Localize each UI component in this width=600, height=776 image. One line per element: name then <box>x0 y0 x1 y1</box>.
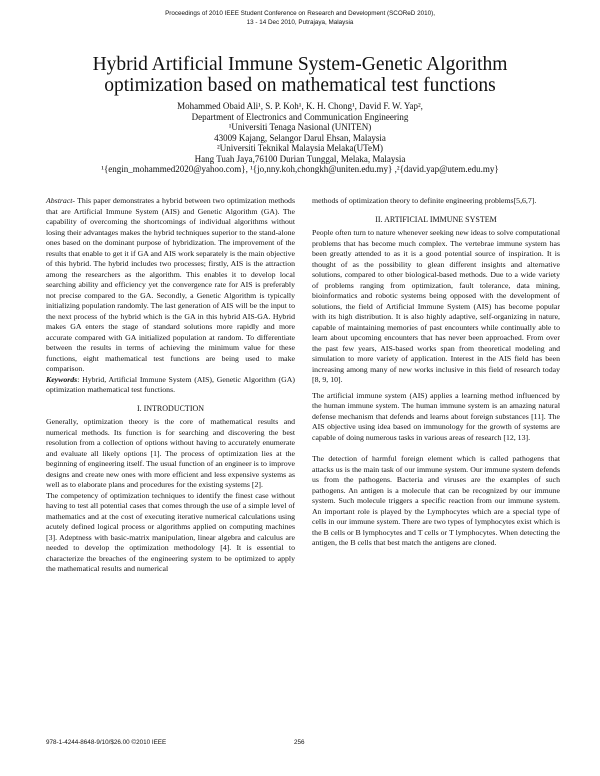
page-number: 256 <box>294 739 305 746</box>
conference-header <box>0 10 600 27</box>
author-block <box>30 101 570 175</box>
introduction-heading: I. INTRODUCTION <box>136 403 205 413</box>
paper-title <box>30 54 570 96</box>
abstract-text: This paper demonstrates a hybrid between two optimization methods that are Artificial Immune System (AIS) and Genetic Algorithm (GA). The capability of overcoming the shortcomings of individual algorithms without losing their advantages makes the hybrid techniques superior to the stand-alone ones based on the dominant purpose of hybridization. The improvement of the results that enable to get it if GA and AIS work separately is the main objective of this hybrid. The hybrid includes two processes; firstly, AIS is the attraction among the researchers as the algorithm. This enables it to develop local searching ability and efficiency yet the convergence rate for AIS is preferably not precise compared to the GA. Secondly, a Genetic Algorithm is typically initializing population randomly. The last generation of AIS will be the input to the next process of the hybrid which is the GA in this hybrid AIS-GA. Hybrid makes GA enters the stage of standard solutions more rapidly and more accurate compared with GA initialized population at random. To differentiate between the results in terms of achieving the minimum value for these functions, eight mathematical test functions are being used to make comparison. <box>46 196 295 373</box>
intro-paragraph-2: The competency of optimization techniques to identify the finest case without having to test all potential cases that comes through the use of a simple level of mathematics and at the cost of executing iterative numerical calculations using acutely defined logical process or algorithms applied on computing machines [3]. Adeptness with basic-matrix manipulation, linear algebra and calculus are needed to develop the optimization methodology [4]. It is essential to characterize the breaches of the engineering system to be optimized to apply the mathematical results and numerical <box>46 490 295 573</box>
intro-continuation: methods of optimization theory to definite engineering problems[5,6,7]. <box>312 196 537 205</box>
ais-heading: II. ARTIFICIAL IMMUNE SYSTEM <box>375 214 497 224</box>
affiliation-2: ²Universiti Teknikal Malaysia Melaka(UTeM) <box>217 143 383 153</box>
author-names: Mohammed Obaid Ali¹, S. P. Koh¹, K. H. Chong¹, David F. W. Yap², <box>177 101 423 111</box>
title-line-2: optimization based on mathematical test functions <box>104 75 496 96</box>
conference-line-2: 13 - 14 Dec 2010, Putrajaya, Malaysia <box>246 18 354 26</box>
title-line-1: Hybrid Artificial Immune System-Genetic Algorithm <box>92 54 508 75</box>
abstract-label: Abstract- <box>46 196 76 205</box>
keywords-label: Keywords <box>46 374 78 384</box>
ais-paragraph-2: The artificial immune system (AIS) applies a learning method influenced by the human immune system. The human immune system is an amazing natural defense mechanism that defends and learns about foreign substances [11]. The AIS objective using idea based on immunology for the growth of systems are capable of doing numerous tasks in various areas of research [12, 13]. <box>312 390 560 442</box>
ais-paragraph-1: People often turn to nature whenever seeking new ideas to solve computational problems that has become much complex. The vertebrae immune system has been greatly attended to as it is a good potential source of inspiration. It is thought of as the possibility to glean different insights and alternative solutions, compared to other biological-based methods. Due to a wide variety of problems ranging from optimization, fault tolerance, data mining, bioinformatics and robotic systems being opposed with the development of solutions, the field of Artificial Immune System (AIS) has become popular with its high distribution. It is also highly adaptive, self-organizing in nature, capable of maintaining memories of past encounters while continually able to learn about upcoming encounters that has never been approached. From over the past few years, AIS-based works span from theoretical modeling and simulation to more variety of application. Interest in the AIS field has been increasing among many of new works inclusive in this field of research today [8, 9, 10]. <box>312 228 560 384</box>
author-emails: ¹{engin_mohammed2020@yahoo.com}, ¹{jo,nny.koh,chongkh@uniten.edu.my} ,²{david.yap@utem.edu.my} <box>101 164 499 174</box>
right-column <box>312 196 560 549</box>
intro-paragraph-1: Generally, optimization theory is the core of mathematical results and numerical methods. Its function is for searching and discovering the best resolution from a collection of options without having to accurately enumerate and evaluate all likely options [1]. The process of optimization lies at the beginning of engineering itself. The usual function of an engineer is to improve designs and create new ones with more efficient and less expensive systems as well as to elaborate plans and procedures for the existing systems [2]. <box>46 417 295 489</box>
address-1: 43009 Kajang, Selangor Darul Ehsan, Malaysia <box>214 132 386 143</box>
keywords <box>46 375 295 396</box>
conference-line-1: Proceedings of 2010 IEEE Student Conference on Research and Development (SCOReD 2010), <box>165 10 435 17</box>
keywords-text: : Hybrid, Artificial Immune System (AIS), Genetic Algorithm (GA) optimization mathematical test functions. <box>46 374 295 394</box>
affiliation-1: ¹Universiti Tenaga Nasional (UNITEN) <box>228 122 372 132</box>
left-column <box>46 196 295 575</box>
ais-paragraph-3: The detection of harmful foreign element which is called pathogens that attacks us is the main task of our immune system. Our immune system defends us from the pathogens. Bacteria and viruses are the examples of such pathogens. An antigen is a molecule that can be recognized by our immune system. Such molecule triggers a specific reaction from our immune system. An important role is played by the Lymphocytes which are a special type of cells in our immune system. There are two types of lymphocytes exist which is the B cells or B lymphocytes and T cells or T lymphocytes. When detecting the antigen, the B cells that best match the antigens are cloned. <box>312 454 560 547</box>
address-2: Hang Tuah Jaya,76100 Durian Tunggal, Melaka, Malaysia <box>194 153 406 164</box>
footer-isbn: 978-1-4244-8648-9/10/$26.00 ©2010 IEEE <box>46 739 167 746</box>
abstract <box>46 196 295 375</box>
department: Department of Electronics and Communication Engineering <box>191 111 409 122</box>
